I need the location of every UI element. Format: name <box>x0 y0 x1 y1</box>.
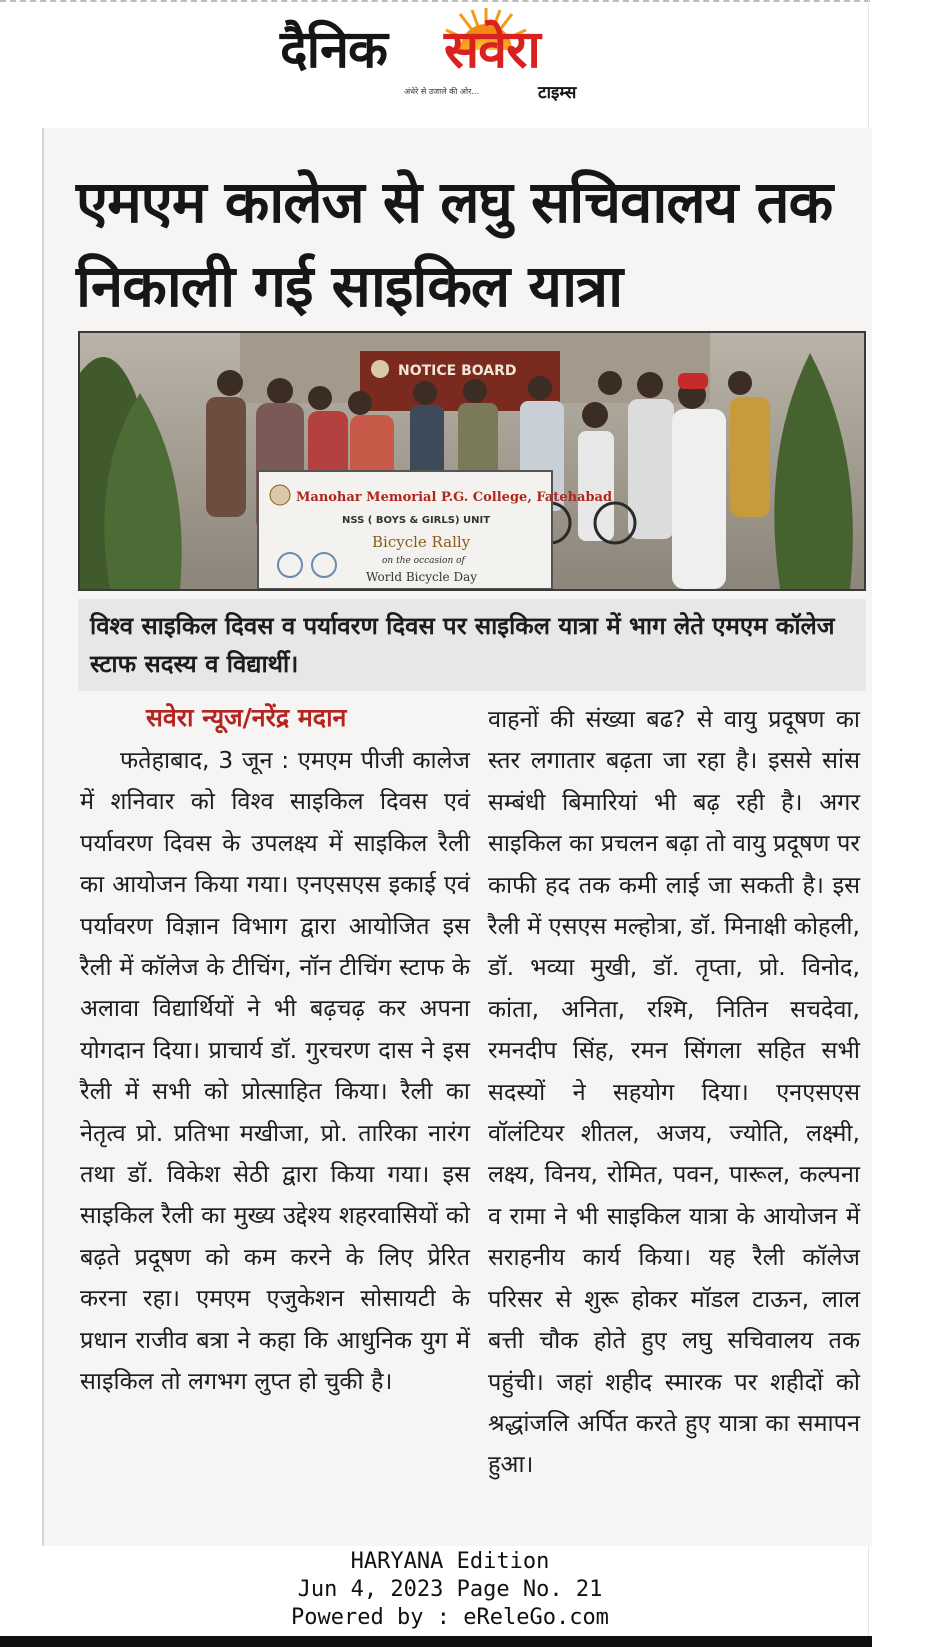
bicycle-rally-photo <box>80 333 864 589</box>
banner-occasion: on the occasion of <box>382 556 465 566</box>
banner-college-name: Manohar Memorial P.G. College, Fatehabad <box>296 490 613 505</box>
powered-by: Powered by : eReleGo.com <box>291 1605 609 1630</box>
logo-word-savera: सवेरा <box>444 19 540 80</box>
notice-board-label: NOTICE BOARD <box>398 363 517 379</box>
newspaper-logo <box>280 6 620 102</box>
edition-name: HARYANA Edition <box>350 1549 550 1574</box>
logo-word-times: टाइम्स <box>538 83 577 103</box>
banner-event: World Bicycle Day <box>366 570 477 584</box>
article-body-left-column: फतेहाबाद, 3 जून : एमएम पीजी कालेज में शनिवार को विश्व साइकिल दिवस एवं पर्यावरण दिवस के उपलक्ष्य में साइकिल रैली का आयोजन किया गया। एनएसएस इकाई एवं पर्यावरण विज्ञान विभाग द्वारा आयोजित इस रैली में कॉलेज के टीचिंग, नॉन टीचिंग स्टाफ के अलावा विद्यार्थियों ने भी बढ़चढ़ कर अपना योगदान दिया। प्राचार्य डॉ. गुरचरण दास ने इस रैली में सभी को प्रोत्साहित किया। रैली का नेतृत्व प्रो. प्रतिभा मखीजा, प्रो. तारिका नारंग तथा डॉ. विकेश सेठी द्वारा किया गया। इस साइकिल रैली का मुख्य उद्देश्य शहरवासियों को बढ़ते प्रदूषण को कम करने के लिए प्रेरित करना रहा। एमएम एजुकेशन सोसायटी के प्रधान राजीव बत्रा ने कहा कि आधुनिक युग में साइकिल तो लगभग लुप्त हो चुकी है। <box>80 746 470 1396</box>
byline: सवेरा न्यूज/नरेंद्र मदान <box>146 703 347 732</box>
article-body-right-column: वाहनों की संख्या बढ? से वायु प्रदूषण का स्तर लगातार बढ़ता जा रहा है। इससे सांस सम्बंधी बिमारियां भी बढ़ रही है। अगर साइकिल का प्रचलन बढ़ा तो वायु प्रदूषण पर काफी हद तक कमी लाई जा सकती है। इस रैली में एसएस मल्होत्रा, डॉ. मिनाक्षी कोहली, डॉ. भव्या मुखी, डॉ. तृप्ता, प्रो. विनोद, कांता, अनिता, रश्मि, नितिन सचदेवा, रमनदीप सिंह, रमन सिंगला सहित सभी सदस्यों ने सहयोग दिया। एनएसएस वॉलंटियर शीतल, अजय, ज्योति, लक्ष्मी, लक्ष्य, विनय, रोमित, पवन, पारूल, कल्पना व रामा ने भी साइकिल यात्रा के आयोजन में सराहनीय कार्य किया। यह रैली कॉलेज परिसर से शुरू होकर मॉडल टाऊन, लाल बत्ती चौक होते हुए लघु सचिवालय तक पहुंची। जहां शहीद स्मारक पर शहीदों को श्रद्धांजलि अर्पित करते हुए यात्रा का समापन हुआ। <box>488 705 860 1479</box>
logo-tagline: अंधेरे से उजाले की ओर... <box>404 87 480 96</box>
banner-title: Bicycle Rally <box>372 533 471 551</box>
photo-caption: विश्व साइकिल दिवस व पर्यावरण दिवस पर साइकिल यात्रा में भाग लेते एमएम कॉलेज स्टाफ सदस्य व विद्यार्थी। <box>78 599 866 691</box>
article-photo <box>78 331 866 591</box>
banner-unit: NSS ( BOYS & GIRLS) UNIT <box>342 515 491 526</box>
page-bottom-bar <box>0 1636 872 1647</box>
edition-footer <box>0 1548 900 1632</box>
article-headline: एमएम कालेज से लघु सचिवालय तक निकाली गई साइकिल यात्रा <box>76 168 833 320</box>
edition-date-page: Jun 4, 2023 Page No. 21 <box>297 1577 603 1602</box>
logo-word-dainik: दैनिक <box>280 19 387 80</box>
